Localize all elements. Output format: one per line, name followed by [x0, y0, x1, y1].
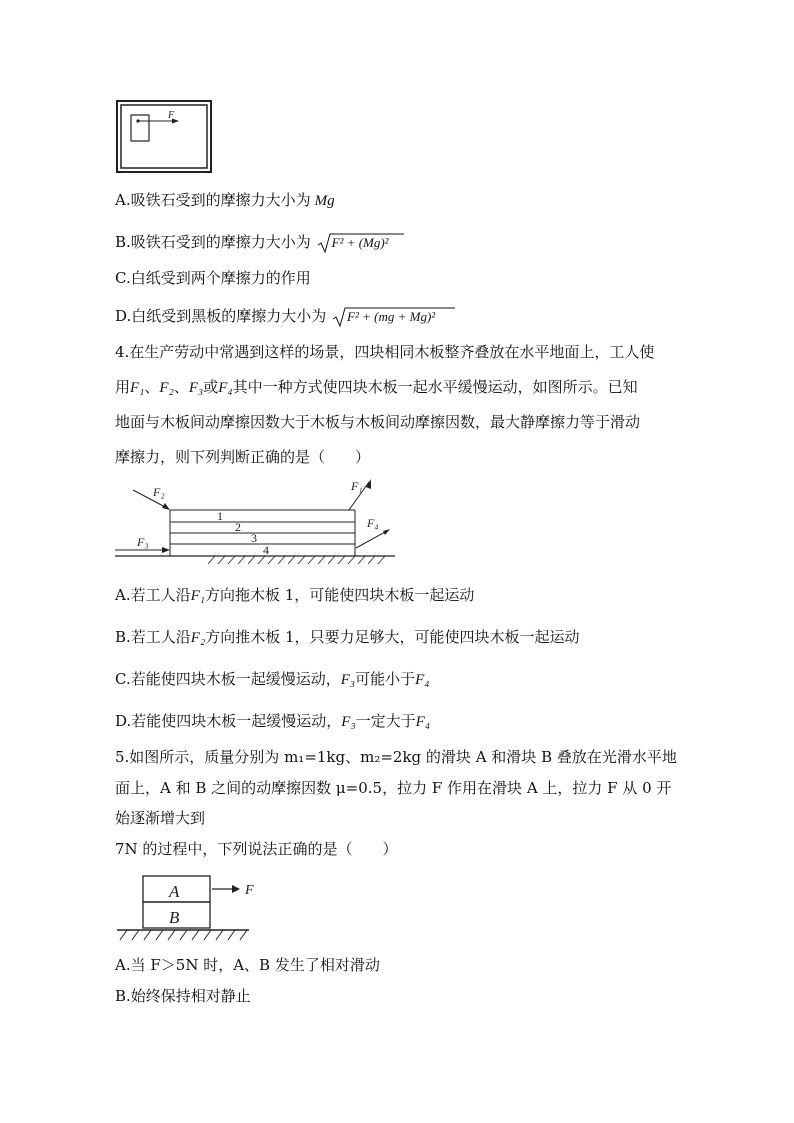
blocks-ab-figure — [115, 872, 265, 944]
board-label-1: 1 — [217, 509, 223, 523]
q5-option-b: B.始终保持相对静止 — [115, 987, 251, 1005]
board-label-4: 4 — [263, 543, 269, 557]
force-label-F3: F₃ — [137, 535, 149, 549]
magnet-block — [131, 115, 149, 141]
board-label-3: 3 — [251, 531, 257, 545]
q3-option-a: A.吸铁石受到的摩擦力大小为 Mg — [115, 191, 335, 209]
board-label-2: 2 — [235, 520, 241, 534]
q5-line-3: 始逐渐增大到 — [115, 809, 206, 827]
q5-line-1: 5.如图所示，质量分别为 m₁=1kg、m₂=2kg 的滑块 A 和滑块 B 叠放在光滑水平地 — [115, 748, 677, 766]
force-label-F2: F₂ — [153, 485, 165, 499]
force-label-F1: F₁ — [351, 479, 363, 493]
q3-option-c: C.白纸受到两个摩擦力的作用 — [115, 269, 311, 287]
force-label-F4: F₄ — [367, 516, 379, 530]
ground-hatch — [120, 930, 247, 940]
q4-line-4: 摩擦力，则下列判断正确的是（ ） — [115, 448, 371, 466]
q4-line-1: 4.在生产劳动中常遇到这样的场景，四块相同木板整齐叠放在水平地面上，工人使 — [115, 343, 655, 361]
q3-option-b: B.吸铁石受到的摩擦力大小为 F² + (Mg)² — [115, 231, 406, 255]
block-a-label: A — [169, 882, 180, 901]
q4-option-c: C.若能使四块木板一起缓慢运动，F₃可能小于F₄ — [115, 670, 430, 688]
q5-line-2: 面上，A 和 B 之间的动摩擦因数 μ=0.5，拉力 F 作用在滑块 A 上，拉力 F 从 0 开 — [115, 779, 672, 797]
q4-line-2: 用F₁、F₂、F₃或F₄其中一种方式使四块木板一起水平缓慢运动，如图所示。已知 — [115, 378, 638, 396]
force-label-F: F — [168, 110, 175, 121]
ground-hatch — [208, 556, 385, 564]
q3-option-d: D.白纸受到黑板的摩擦力大小为 F² + (mg + Mg)² — [115, 305, 457, 329]
sqrt-expression: F² + (mg + Mg)² — [331, 305, 457, 329]
stacked-boards-figure — [115, 476, 395, 568]
q5-option-a: A.当 F＞5N 时，A、B 发生了相对滑动 — [115, 956, 380, 974]
q4-line-3: 地面与木板间动摩擦因数大于木板与木板间动摩擦因数，最大静摩擦力等于滑动 — [115, 413, 641, 431]
sqrt-expression: F² + (Mg)² — [316, 231, 406, 255]
q5-line-4: 7N 的过程中，下列说法正确的是（ ） — [115, 840, 398, 858]
force-label-F: F — [245, 883, 254, 898]
q4-option-b: B.若工人沿F₂方向推木板 1，只要力足够大，可能使四块木板一起运动 — [115, 628, 580, 646]
q4-option-a: A.若工人沿F₁方向拖木板 1，可能使四块木板一起运动 — [115, 586, 475, 604]
q4-option-d: D.若能使四块木板一起缓慢运动，F₃一定大于F₄ — [115, 712, 431, 730]
block-b-label: B — [169, 908, 180, 927]
blackboard-figure — [116, 100, 212, 173]
